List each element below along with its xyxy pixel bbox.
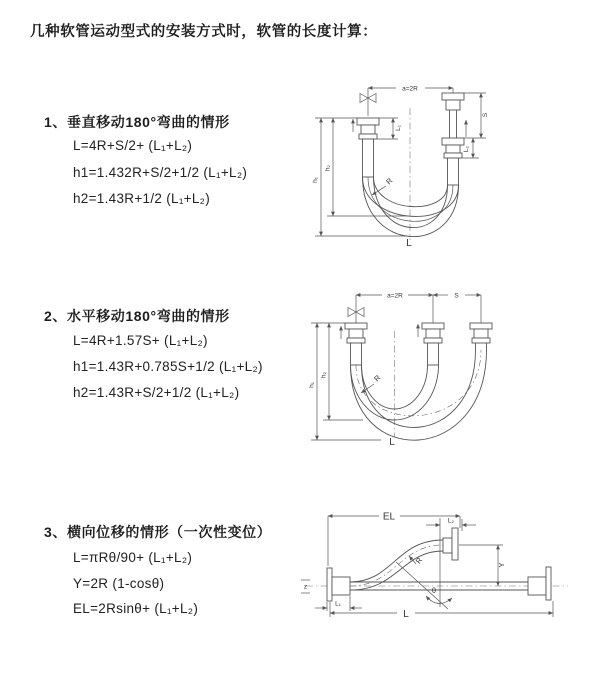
dim-l2-label: L₂	[447, 517, 455, 525]
section-3-heading: 3、横向位移的情形（一次性变位）	[44, 524, 272, 540]
dim-s-label: S	[482, 112, 489, 118]
dim-h1-label: h₁	[312, 177, 319, 183]
dimension-a2r-s	[356, 293, 481, 324]
dimension-l	[330, 601, 553, 620]
dimension-a2r	[368, 86, 453, 117]
radius-leader	[361, 384, 374, 393]
left-flange	[327, 568, 350, 601]
dimension-y	[459, 545, 506, 586]
section-2-formula-l: L=4R+1.57S+ (L₁+L₂)	[73, 333, 208, 348]
centerline-z-marker	[301, 580, 310, 593]
dim-h1-label: h₁	[308, 382, 316, 388]
radius-label: R	[384, 176, 395, 187]
dim-y-label: Y	[497, 562, 506, 568]
z-axis-label: z	[303, 583, 308, 591]
section-3-formula-y: Y=2R (1-cosθ)	[73, 576, 165, 591]
dim-s-label: S	[454, 292, 459, 300]
dim-a2r-label: a=2R	[402, 85, 418, 93]
left-flange-fitting	[345, 323, 367, 365]
section-3-formula-el: EL=2Rsinθ+ (L₁+L₂)	[73, 601, 199, 616]
page-title: 几种软管运动型式的安装方式时，软管的长度计算：	[30, 24, 378, 40]
right-flange-straight	[528, 567, 551, 600]
section-1-formula-h2: h2=1.43R+1/2 (L₁+L₂)	[73, 191, 211, 206]
section-3-formula-l: L=πRθ/90+ (L₁+L₂)	[73, 550, 193, 565]
dim-l2-label: L₂	[463, 145, 470, 153]
angle-theta-label: θ	[431, 586, 437, 595]
diagram-lateral-displacement	[298, 498, 598, 643]
hose-u-bend	[363, 177, 459, 237]
upper-right-flange	[443, 528, 458, 560]
dimension-h1-h2	[309, 323, 382, 440]
dim-h2-label: h₂	[320, 371, 328, 379]
section-2-formula-h1: h1=1.43R+0.785S+1/2 (L₁+L₂)	[73, 359, 263, 374]
diagram-horizontal-180-bend	[305, 287, 595, 447]
radius-label: R	[372, 373, 383, 384]
angle-theta	[396, 562, 452, 609]
dim-el-label: EL	[382, 511, 396, 523]
middle-flange-fitting	[422, 323, 444, 365]
hose-u-bend-positions	[351, 350, 487, 440]
section-1-formula-h1: h1=1.432R+S/2+1/2 (L₁+L₂)	[73, 165, 248, 180]
diagram-vertical-180-bend	[305, 62, 595, 257]
left-flange-fitting	[357, 118, 379, 177]
length-label: L	[389, 437, 395, 447]
right-flange-fitting	[442, 93, 464, 185]
dim-a2r-label: a=2R	[387, 292, 403, 300]
dim-h2-label: h₂	[324, 164, 332, 172]
radius-label: R	[413, 555, 425, 566]
dimension-l1	[315, 596, 362, 611]
section-1-formula-l: L=4R+S/2+ (L₁+L₂)	[73, 138, 193, 153]
length-label: L	[406, 238, 412, 249]
section-1-heading: 1、垂直移动180°弯曲的情形	[44, 114, 230, 130]
dim-l-label: L	[403, 609, 409, 620]
hose-displaced-s-curve	[350, 540, 443, 590]
section-2-formula-h2: h2=1.43R+S/2+1/2 (L₁+L₂)	[73, 385, 240, 400]
section-2-heading: 2、水平移动180°弯曲的情形	[44, 308, 230, 324]
dimension-l1	[377, 118, 402, 139]
right-flange-fitting	[470, 323, 492, 350]
dim-l1-label: L₁	[335, 600, 341, 608]
dim-l1-label: L₁	[395, 125, 402, 131]
